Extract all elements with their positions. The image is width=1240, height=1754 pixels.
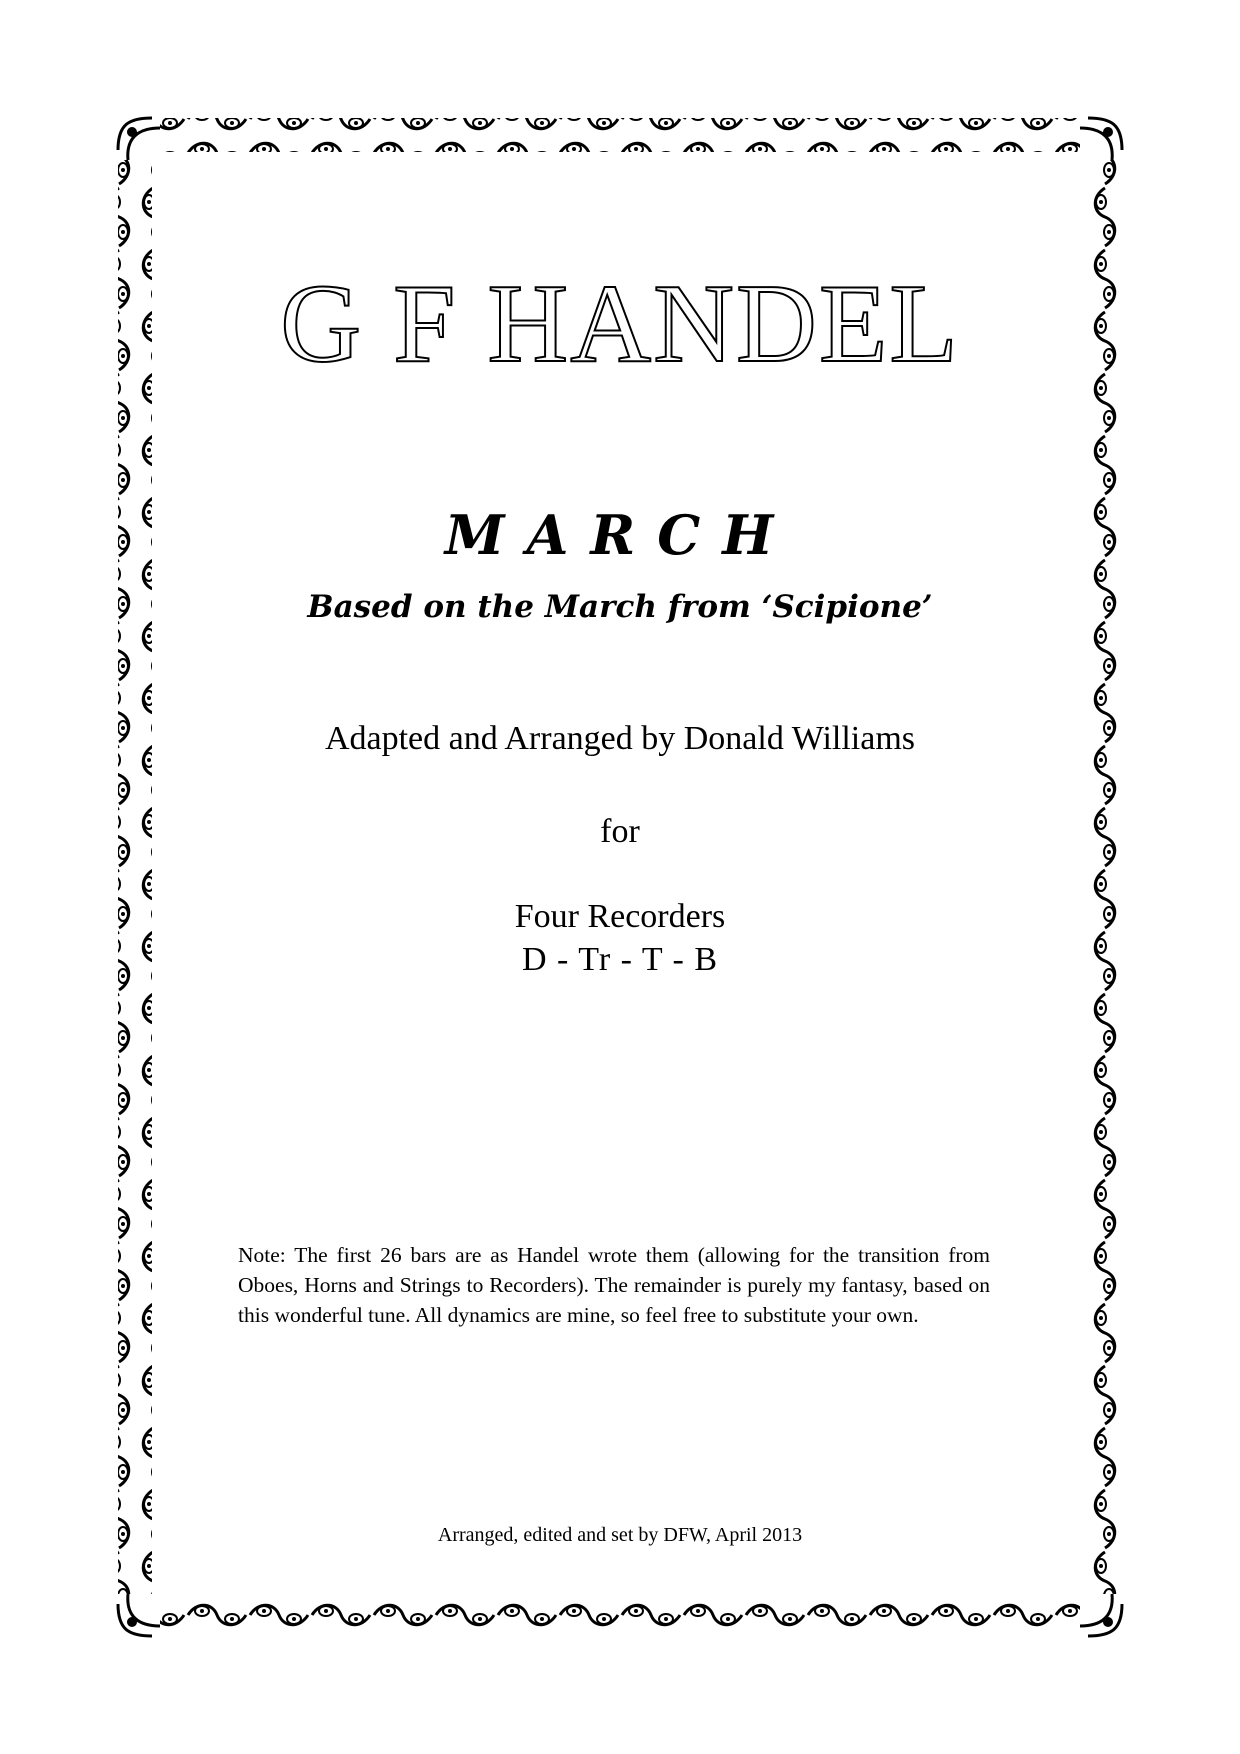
instrumentation: Four Recorders [514,898,726,935]
composer-name: G F HANDEL [280,262,960,386]
piece-title: MARCH [444,503,796,567]
voicing-line: D - Tr - T - B [521,941,719,978]
credit-line: Arranged, edited and set by DFW, April 2013 [437,1524,803,1546]
arrangement-note: Note: The first 26 bars are as Handel wrote them (allowing for the transition from Oboes, Horns and Strings to Recorders). The remainder is purely my fantasy, based on this wonderful tune. All dynamics are mine, so feel free to substitute your own. [238,1243,990,1327]
piece-subtitle: Based on the March from ‘Scipione’ [307,589,933,625]
for-label: for [600,813,640,850]
arranger-line: Adapted and Arranged by Donald Williams [324,720,916,757]
